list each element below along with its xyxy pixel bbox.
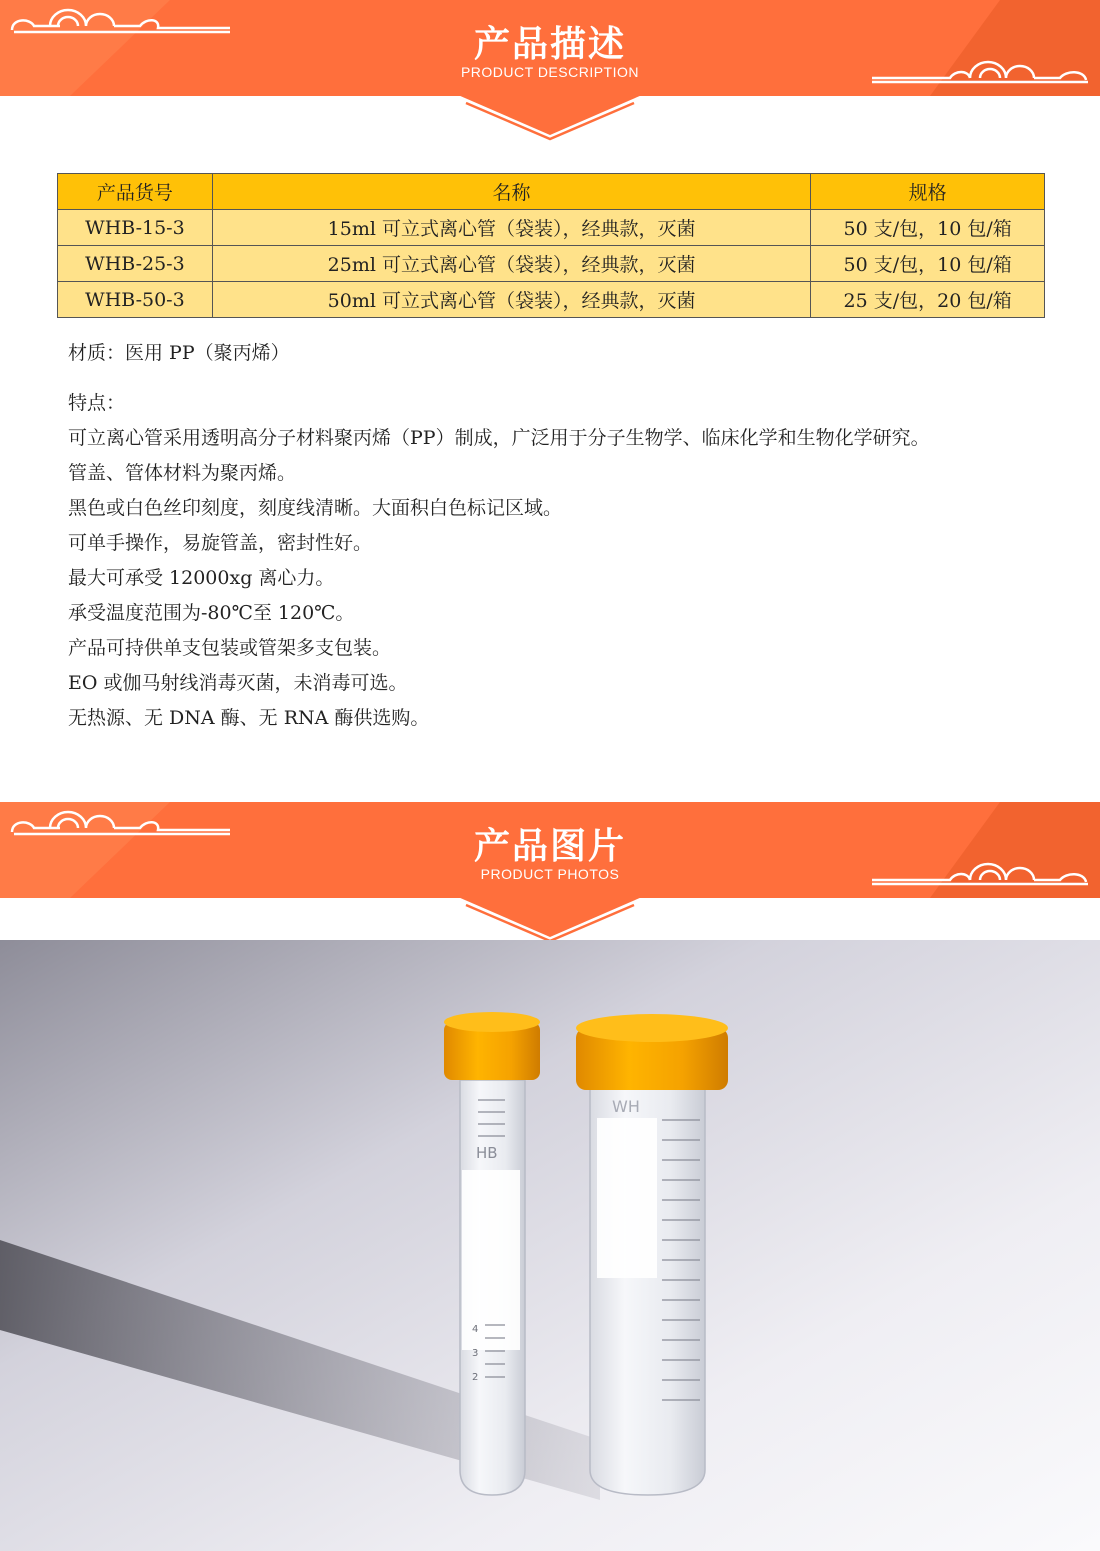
material-text: 材质：医用 PP（聚丙烯） bbox=[68, 342, 290, 364]
feature-line: 最大可承受 12000xg 离心力。 bbox=[68, 567, 335, 589]
banner-title: 产品图片 bbox=[473, 826, 626, 867]
tube-label: WH bbox=[612, 1097, 640, 1116]
feature-line: 承受温度范围为-80℃至 120℃。 bbox=[68, 602, 355, 624]
product-photo bbox=[0, 940, 1100, 1551]
writing-area bbox=[597, 1118, 657, 1278]
cell-name: 25ml 可立式离心管（袋装），经典款，灭菌 bbox=[212, 246, 810, 282]
feature-line: EO 或伽马射线消毒灭菌，未消毒可选。 bbox=[68, 672, 408, 694]
chevron-down-icon bbox=[458, 897, 642, 943]
cell-name: 15ml 可立式离心管（袋装），经典款，灭菌 bbox=[212, 210, 810, 246]
tube-50ml bbox=[576, 1014, 728, 1495]
table-row bbox=[58, 282, 1045, 318]
chevron-down-icon bbox=[458, 95, 642, 141]
table-header-row bbox=[58, 174, 1045, 210]
feature-line: 管盖、管体材料为聚丙烯。 bbox=[68, 462, 297, 484]
section-banner-description bbox=[0, 0, 1100, 96]
product-spec-table bbox=[57, 173, 1045, 318]
feature-line: 产品可持供单支包装或管架多支包装。 bbox=[68, 637, 392, 659]
cell-item-number: WHB-25-3 bbox=[58, 246, 213, 282]
header-name: 名称 bbox=[212, 174, 810, 210]
feature-line: 无热源、无 DNA 酶、无 RNA 酶供选购。 bbox=[68, 707, 430, 729]
cell-spec: 50 支/包，10 包/箱 bbox=[811, 246, 1045, 282]
writing-area bbox=[462, 1170, 520, 1350]
header-item-number: 产品货号 bbox=[58, 174, 213, 210]
tube-label: HB bbox=[476, 1144, 498, 1162]
feature-line: 可单手操作，易旋管盖，密封性好。 bbox=[68, 532, 373, 554]
banner-subtitle: PRODUCT DESCRIPTION bbox=[460, 64, 640, 80]
cell-item-number: WHB-15-3 bbox=[58, 210, 213, 246]
cell-name: 50ml 可立式离心管（袋装），经典款，灭菌 bbox=[212, 282, 810, 318]
cell-item-number: WHB-50-3 bbox=[58, 282, 213, 318]
feature-line: 黑色或白色丝印刻度，刻度线清晰。大面积白色标记区域。 bbox=[68, 497, 563, 519]
cell-spec: 50 支/包，10 包/箱 bbox=[811, 210, 1045, 246]
table-row bbox=[58, 246, 1045, 282]
scale-number: 2 bbox=[472, 1372, 479, 1383]
scale-number: 4 bbox=[472, 1324, 479, 1335]
banner-subtitle: PRODUCT PHOTOS bbox=[480, 866, 620, 882]
features-heading: 特点： bbox=[68, 392, 126, 414]
section-banner-photos bbox=[0, 802, 1100, 898]
features-block bbox=[68, 386, 1048, 736]
cell-spec: 25 支/包，20 包/箱 bbox=[811, 282, 1045, 318]
table-row bbox=[58, 210, 1045, 246]
header-spec: 规格 bbox=[811, 174, 1045, 210]
banner-title: 产品描述 bbox=[473, 24, 626, 65]
feature-line: 可立离心管采用透明高分子材料聚丙烯（PP）制成，广泛用于分子生物学、临床化学和生物化学研究。 bbox=[68, 427, 930, 449]
scale-number: 3 bbox=[472, 1348, 479, 1359]
